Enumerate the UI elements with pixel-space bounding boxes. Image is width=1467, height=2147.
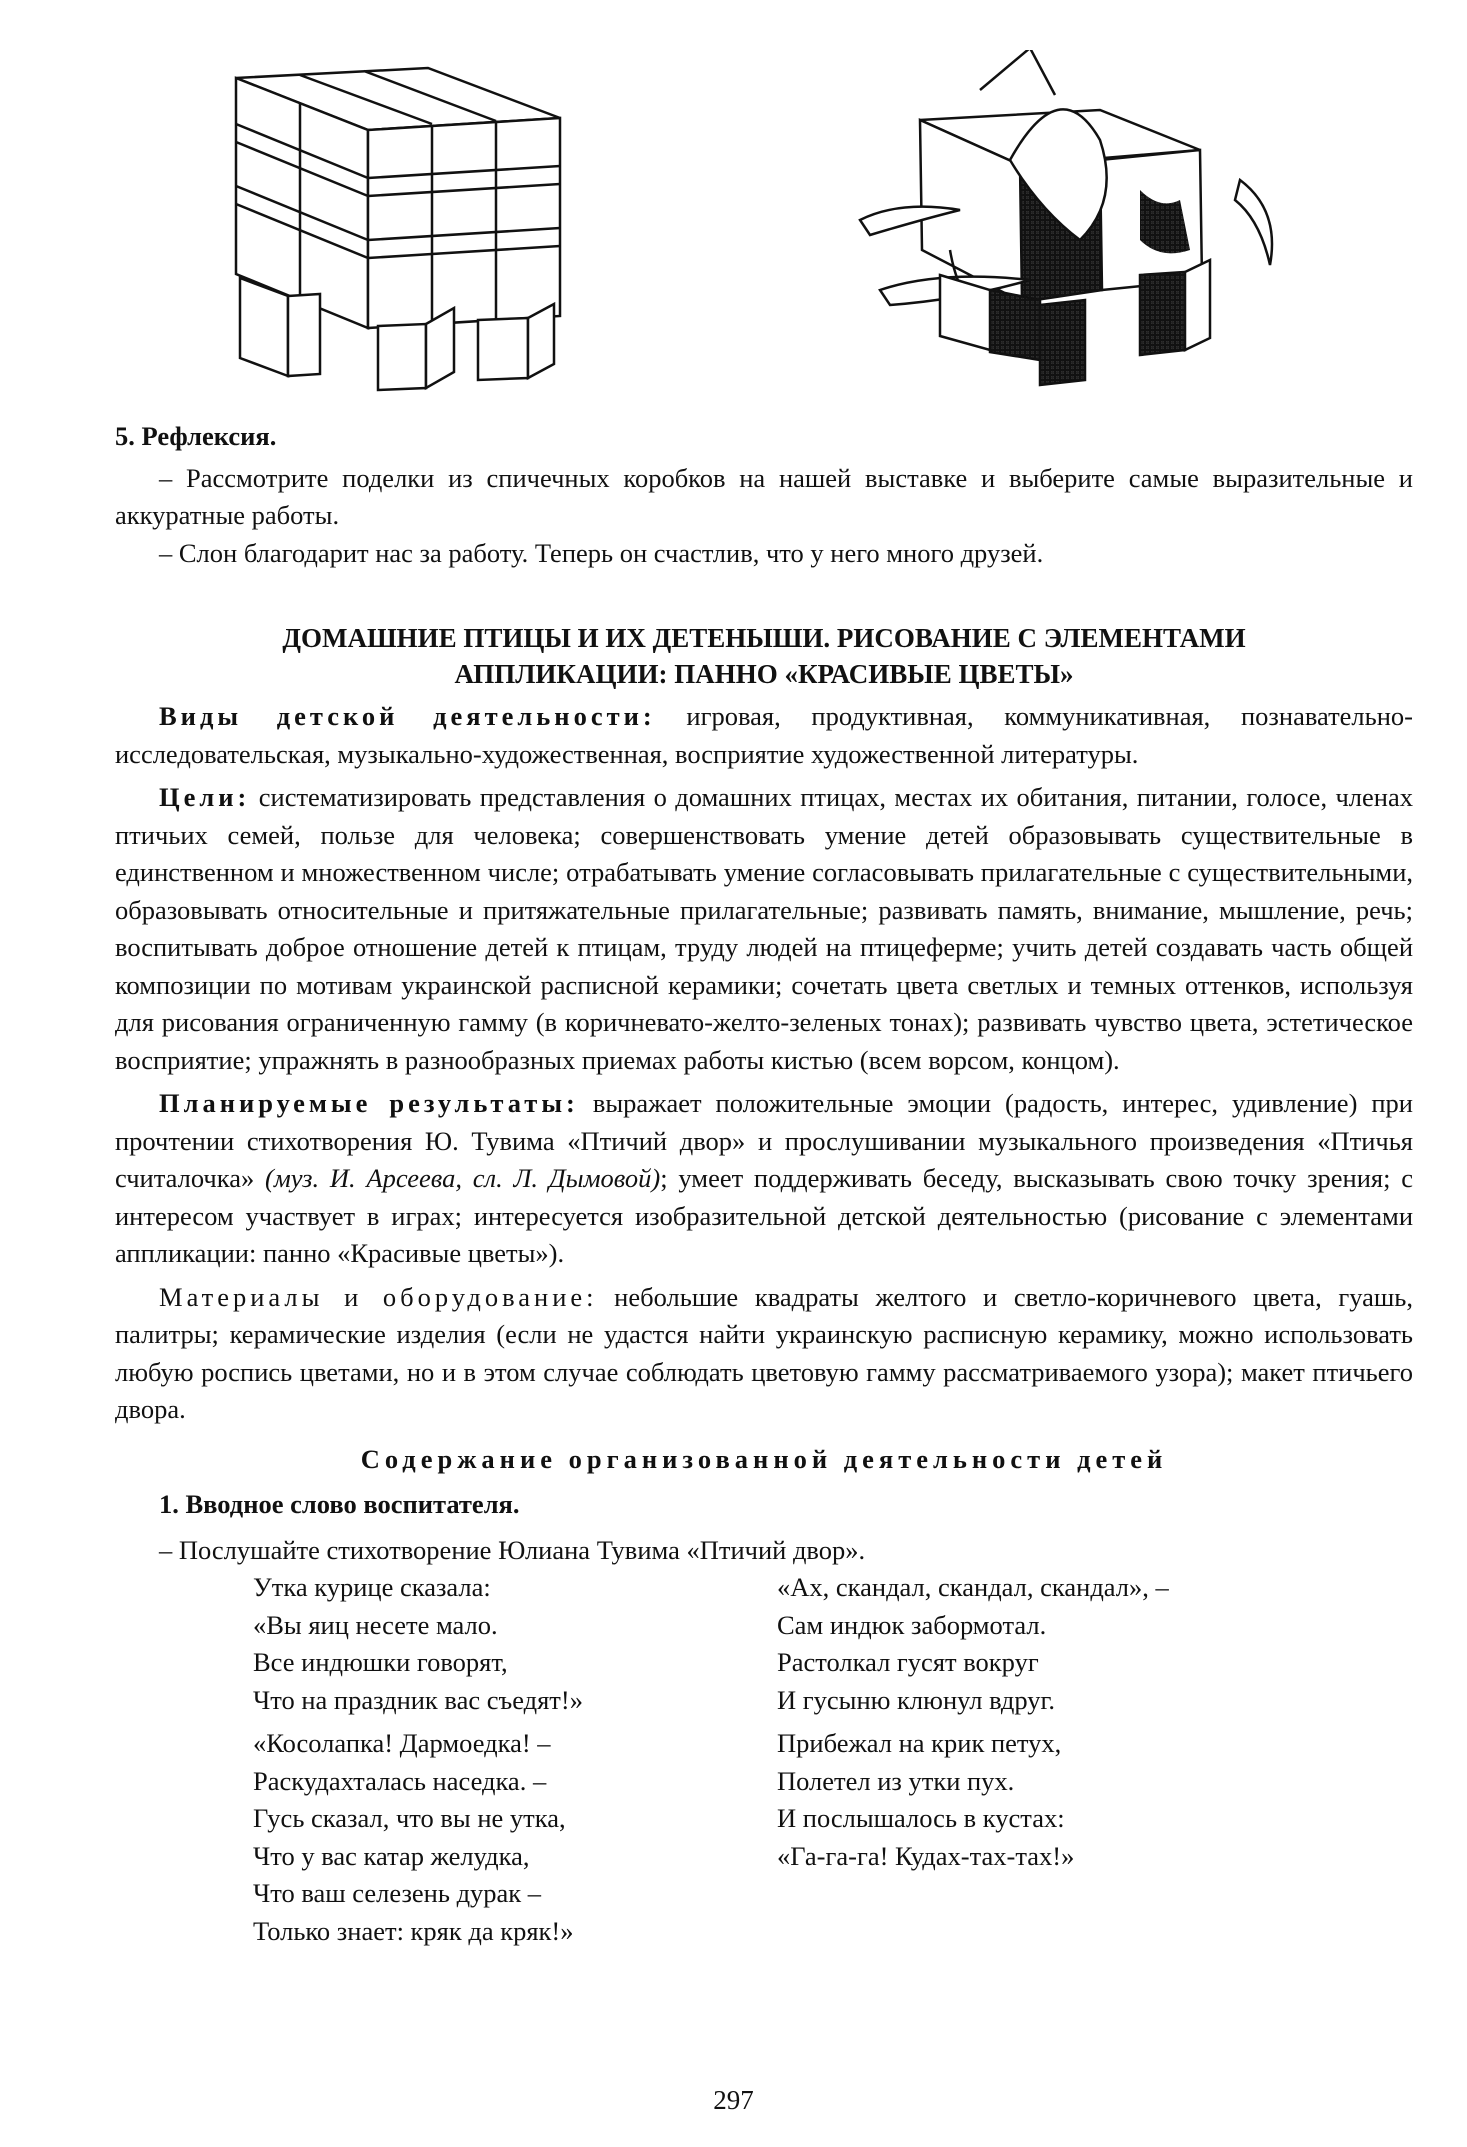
poem-stanza: [253, 1569, 583, 1719]
materials-paragraph: [115, 1279, 1413, 1429]
reflection-line-2: – Слон благодарит нас за работу. Теперь он счастлив, что у него много друзей.: [159, 537, 1044, 568]
poem-line: Сам индюк забормотал.: [777, 1609, 1047, 1640]
lesson-title-line-1: ДОМАШНИЕ ПТИЦЫ И ИХ ДЕТЕНЫШИ. РИСОВАНИЕ С ЭЛЕМЕНТАМИ: [282, 623, 1246, 653]
goals-paragraph: [115, 779, 1413, 1079]
matchbox-elephant-drawing: [840, 50, 1320, 420]
poem-line: Все индюшки говорят,: [253, 1647, 508, 1677]
materials-text: небольшие квадраты желтого и светло-коричневого цвета, гуашь, палитры; керамические изделия (если не удастся найти украинскую расписную керамику, можно использовать любую роспись цветами, но и в этом случае соблюдать цветовую гамму рассматриваемого узора); макет птичьего двора.: [115, 1281, 1413, 1424]
poem: [115, 1569, 1413, 2031]
poem-line: Раскудахталась наседка. –: [253, 1765, 547, 1796]
page-number: 297: [713, 2085, 754, 2115]
poem-line: Прибежал на крик петух,: [777, 1728, 1062, 1758]
poem-stanza: [777, 1725, 1169, 1875]
results-paragraph: [115, 1085, 1413, 1273]
poem-line: Полетел из утки пух.: [777, 1765, 1015, 1796]
poem-line: Что у вас катар желудка,: [253, 1840, 530, 1871]
reflection-line-1: – Рассмотрите поделки из спичечных коробков на нашей выставке и выберите самые выразительные и аккуратные работы.: [115, 462, 1413, 530]
poem-line: «Вы яиц несете мало.: [253, 1609, 498, 1640]
poem-line: Что на праздник вас съедят!»: [253, 1684, 583, 1715]
step1-heading: 1. Вводное слово воспитателя.: [159, 1489, 520, 1519]
box-structure-drawing: [228, 58, 568, 398]
reflection-heading: 5. Рефлексия.: [115, 421, 277, 451]
activities-text: игровая, продуктивная, коммуникативная, познавательно-исследовательская, музыкально-художественная, восприятие художественной литературы.: [115, 701, 1413, 769]
poem-left-column: [253, 1569, 583, 1956]
page-content: [115, 418, 1413, 2031]
poem-line: Что ваш селезень дурак –: [253, 1878, 542, 1908]
poem-line: «Косолапка! Дармоедка! –: [253, 1728, 551, 1758]
poem-stanza: [777, 1569, 1169, 1719]
poem-stanza: [253, 1725, 583, 1950]
lesson-title-line-2: АППЛИКАЦИИ: ПАННО «КРАСИВЫЕ ЦВЕТЫ»: [454, 659, 1074, 689]
poem-line: Утка курице сказала:: [253, 1572, 491, 1602]
results-text-2: ; умеет поддерживать беседу, высказывать свою точку зрения; с интересом участвует в играх; интересуется изобразительной детской деятельностью (рисование с элементами аппликации: панно «Красивые цветы»).: [115, 1163, 1413, 1268]
goals-label: Цели:: [159, 782, 251, 812]
activities-paragraph: [115, 698, 1413, 773]
poem-line: «Ах, скандал, скандал, скандал», –: [777, 1572, 1169, 1602]
content-heading: Содержание организованной деятельности детей: [360, 1443, 1168, 1474]
poem-right-column: [777, 1569, 1169, 1881]
goals-text: систематизировать представления о домашних птицах, местах их обитания, питании, голосе, членах птичьих семей, пользе для человека; совершенствовать умение детей образовывать существительные в единственном и множественном числе; отрабатывать умение согласовывать прилагательные с существительными, образовывать относительные и притяжательные прилагательные; развивать память, внимание, мышление, речь; воспитывать доброе отношение детей к птицам, труду людей на птицеферме; учить детей создавать часть общей композиции по мотивам украинской расписной керамики; сочетать цвета светлых и темных оттенков, используя для рисования ограниченную гамму (в коричневато-желто-зеленых тонах); развивать чувство цвета, эстетическое восприятие; упражнять в разнообразных приемах работы кистью (всем ворсом, концом).: [115, 782, 1413, 1075]
lesson-title: [115, 620, 1413, 692]
activities-label: Виды детской деятельности:: [159, 701, 656, 731]
results-text-1: выражает положительные эмоции (радость, интерес, удивление) при прочтении стихотворения Ю. Тувима «Птичий двор» и прослушивании музыкального произведения «Птичья считалочка»: [115, 1088, 1413, 1193]
poem-line: И гусыню клюнул вдруг.: [777, 1684, 1056, 1715]
poem-line: Только знает: кряк да кряк!»: [253, 1915, 574, 1946]
poem-line: «Га-га-га! Кудах-тах-тах!»: [777, 1840, 1075, 1871]
results-italic: (муз. И. Арсеева, сл. Л. Дымовой): [265, 1163, 661, 1193]
results-label: Планируемые результаты:: [159, 1088, 579, 1118]
step1-line: – Послушайте стихотворение Юлиана Тувима «Птичий двор».: [159, 1534, 866, 1565]
poem-line: Растолкал гусят вокруг: [777, 1647, 1039, 1677]
materials-label: Материалы и оборудование:: [159, 1281, 598, 1312]
poem-line: И послышалось в кустах:: [777, 1803, 1065, 1833]
poem-line: Гусь сказал, что вы не утка,: [253, 1803, 566, 1833]
